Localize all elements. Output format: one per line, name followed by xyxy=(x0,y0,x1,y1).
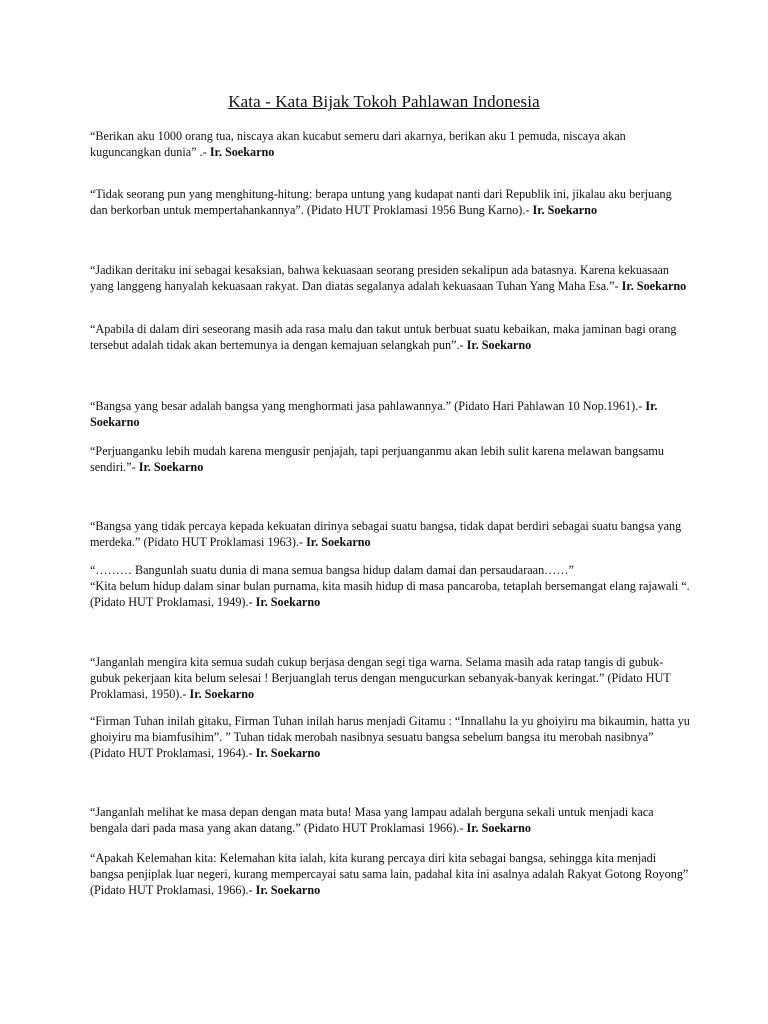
quote-text: “Janganlah mengira kita semua sudah cukup berjasa dengan segi tiga warna. Selama masih ada ratap tangis di gubuk-gubuk pekerjaan kita belum selesai ! Berjuanglah terus dengan mengucurkan sebanyak-banyak keringat.” (Pidato HUT Proklamasi, 1950).- xyxy=(90,655,671,701)
quote-paragraph xyxy=(90,578,690,610)
quote-paragraph xyxy=(90,128,690,160)
quote-author: Ir. Soekarno xyxy=(466,338,532,352)
quote-text: “Bangsa yang tidak percaya kepada kekuatan dirinya sebagai suatu bangsa, tidak dapat berdiri sebagai suatu bangsa yang merdeka.” (Pidato HUT Proklamasi 1963).- xyxy=(90,519,682,549)
quote-text: “Tidak seorang pun yang menghitung-hitung: berapa untung yang kudapat nanti dari Republik ini, jikalau aku berjuang dan berkorban untuk mempertahankannya”. (Pidato HUT Proklamasi 1956 Bung Karno).- xyxy=(90,187,672,217)
quote-author: Ir. Soekarno xyxy=(255,883,321,897)
quote-paragraph xyxy=(90,654,690,702)
quote-text: “Berikan aku 1000 orang tua, niscaya akan kucabut semeru dari akarnya, berikan aku 1 pemuda, niscaya akan kuguncangkan dunia” .- xyxy=(90,129,626,159)
quote-text: “Firman Tuhan inilah gitaku, Firman Tuhan inilah harus menjadi Gitamu : “Innallahu la yu ghoiyiru ma bikaumin, hatta yu ghoiyiru ma biamfusihim”. ” Tuhan tidak merobah nasibnya sesuatu bangsa sebelum bangsa itu merobah nasibnya” (Pidato HUT Proklamasi, 1964).- xyxy=(90,714,690,760)
quote-text: “Jadikan deritaku ini sebagai kesaksian, bahwa kekuasaan seorang presiden sekalipun ada batasnya. Karena kekuasaan yang langgeng hanyalah kekuasaan rakyat. Dan diatas segalanya adalah kekuasaan Tuhan Yang Maha Esa.”- xyxy=(90,263,670,293)
quote-text: “Apakah Kelemahan kita: Kelemahan kita ialah, kita kurang percaya diri kita sebagai bangsa, sehingga kita menjadi bangsa penjiplak luar negeri, kurang mempercayai satu sama lain, padahal kita ini asalnya adalah Rakyat Gotong Royong” (Pidato HUT Proklamasi, 1966).- xyxy=(90,851,689,897)
quote-text: “Bangsa yang besar adalah bangsa yang menghormati jasa pahlawannya.” (Pidato Hari Pahlawan 10 Nop.1961).- xyxy=(90,399,646,413)
page-title: Kata - Kata Bijak Tokoh Pahlawan Indonesia xyxy=(228,92,540,111)
quote-paragraph xyxy=(90,713,690,761)
quote-text: “Kita belum hidup dalam sinar bulan purnama, kita masih hidup di masa pancaroba, tetaplah bersemangat elang rajawali “. (Pidato HUT Proklamasi, 1949).- xyxy=(90,579,690,609)
quote-author: Ir. Soekarno xyxy=(189,687,255,701)
quote-author: Ir. Soekarno xyxy=(90,399,658,429)
quote-paragraph xyxy=(90,321,690,353)
quote-author: Ir. Soekarno xyxy=(532,203,598,217)
quote-text: “Perjuanganku lebih mudah karena mengusir penjajah, tapi perjuanganmu akan lebih sulit karena melawan bangsamu sendiri.”- xyxy=(90,444,664,474)
quote-paragraph xyxy=(90,443,690,475)
quote-paragraph xyxy=(90,186,690,218)
quote-author: Ir. Soekarno xyxy=(306,535,371,549)
quote-author: Ir. Soekarno xyxy=(466,821,532,835)
quote-author: Ir. Soekarno xyxy=(255,746,321,760)
quote-paragraph xyxy=(90,398,690,430)
quote-paragraph xyxy=(90,804,690,836)
quote-text: “Apabila di dalam diri seseorang masih ada rasa malu dan takut untuk berbuat suatu kebaikan, maka jaminan bagi orang tersebut adalah tidak akan bertemunya ia dengan kemajuan selangkah pun”.- xyxy=(90,322,677,352)
quote-author: Ir. Soekarno xyxy=(209,145,275,159)
quote-author: Ir. Soekarno xyxy=(621,279,687,293)
quote-paragraph xyxy=(90,850,690,898)
quote-text: “……… Bangunlah suatu dunia di mana semua bangsa hidup dalam damai dan persaudaraan……” xyxy=(90,563,574,577)
quote-author: Ir. Soekarno xyxy=(255,595,321,609)
quote-author: Ir. Soekarno xyxy=(138,460,204,474)
quote-paragraph xyxy=(90,562,690,578)
quote-text: “Janganlah melihat ke masa depan dengan mata buta! Masa yang lampau adalah berguna sekali untuk menjadi kaca bengala dari pada masa yang akan datang.” (Pidato HUT Proklamasi 1966).- xyxy=(90,805,654,835)
quote-paragraph xyxy=(90,518,690,550)
quote-paragraph xyxy=(90,262,690,294)
